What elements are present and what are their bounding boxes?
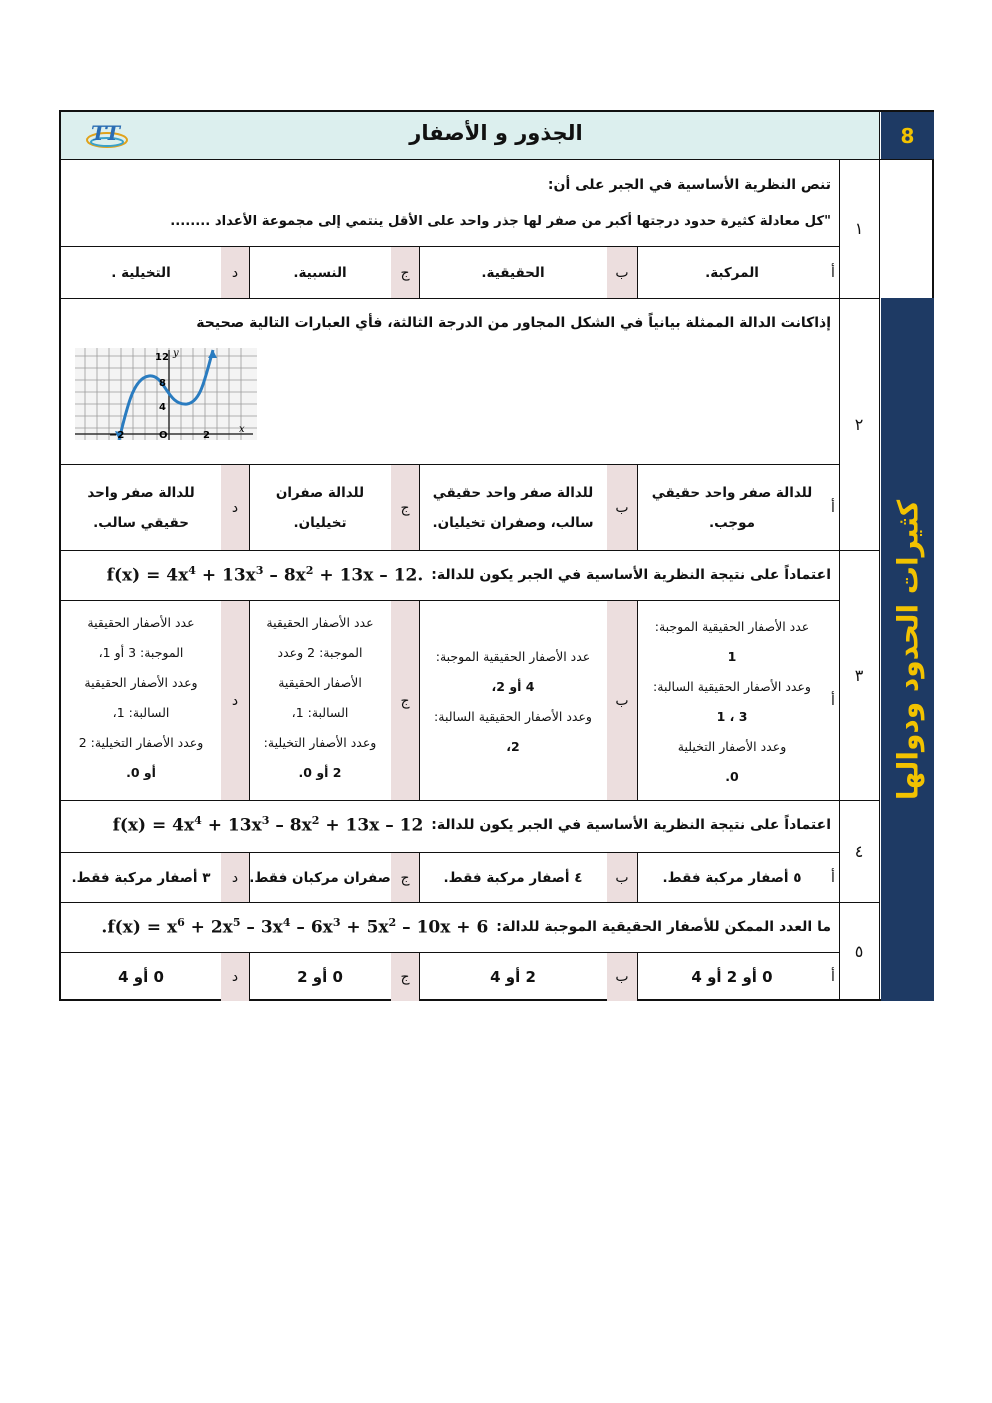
q1-option-b[interactable]: الحقيقية. bbox=[481, 264, 545, 281]
q3-letter-b: ب bbox=[607, 601, 637, 800]
logo-text: TT bbox=[91, 121, 121, 145]
question-4-stem-row bbox=[69, 810, 831, 840]
svg-text:4: 4 bbox=[159, 402, 166, 413]
logo-icon bbox=[83, 118, 131, 154]
q3-option-c[interactable]: عدد الأصفار الحقيقية الموجبة: 2 وعدد الأصفار الحقيقية السالبة: 1، وعدد الأصفار التخيلية: 2 أو 0. bbox=[263, 615, 377, 780]
svg-text:x: x bbox=[239, 424, 245, 435]
q4-option-d[interactable]: ٣ أصفار مركبة فقط. bbox=[71, 869, 211, 886]
svg-text:2: 2 bbox=[203, 430, 210, 440]
q3-letter-c: ج bbox=[391, 601, 419, 800]
q4-letter-d: د bbox=[221, 853, 249, 902]
svg-text:8: 8 bbox=[159, 378, 166, 389]
q4-option-c[interactable]: صفران مركبان فقط. bbox=[249, 869, 391, 886]
q2-letter-c: ج bbox=[391, 465, 419, 550]
question-number-5: ٥ bbox=[854, 942, 864, 961]
q5-option-a[interactable]: 0 أو 2 أو 4 bbox=[691, 968, 773, 986]
q5-letter-a: أ bbox=[831, 969, 835, 985]
q1-letter-a: أ bbox=[831, 264, 835, 281]
question-4-stem: اعتماداً على نتيجة النظرية الأساسية في الجبر يكون للدالة: bbox=[431, 817, 831, 833]
q5-letter-d: د bbox=[221, 953, 249, 1001]
question-number-1: ١ bbox=[854, 219, 864, 238]
q2-option-d[interactable]: للدالة صفر واحد حقيقي سالب. bbox=[87, 484, 195, 531]
q2-letter-a: أ bbox=[831, 499, 835, 516]
lesson-title: الجذور و الأصفار bbox=[409, 121, 583, 145]
question-5-formula: $.f(x) = x^6 + 2x^5 - 3x^4 - 6x^3 + 5x^2 - 10x + 6$ bbox=[101, 916, 489, 938]
lesson-header bbox=[61, 112, 879, 159]
question-1-stem-line1: تنص النظرية الأساسية في الجبر على أن: bbox=[547, 177, 831, 193]
svg-text:y: y bbox=[173, 348, 179, 359]
q1-letter-b: ب bbox=[607, 247, 637, 298]
q4-letter-b: ب bbox=[607, 853, 637, 902]
unit-side-banner bbox=[881, 298, 934, 1001]
svg-text:−2: −2 bbox=[109, 430, 125, 440]
question-4-formula: $f(x) = 4x^4 + 13x^3 - 8x^2 + 13x - 12$ bbox=[112, 814, 424, 836]
q3-option-a[interactable]: عدد الأصفار الحقيقية الموجبة: 1 وعدد الأصفار الحقيقية السالبة: 3 ، 1 وعدد الأصفار التخيلية 0. bbox=[653, 619, 811, 784]
q5-option-c[interactable]: 0 أو 2 bbox=[297, 968, 343, 986]
svg-text:12: 12 bbox=[155, 352, 169, 363]
q5-letter-c: ج bbox=[391, 953, 419, 1001]
question-5-stem: ما العدد الممكن للأصفار الحقيقية الموجبة للدالة: bbox=[496, 919, 831, 935]
q1-letter-c: ج bbox=[391, 247, 419, 298]
q5-option-d[interactable]: 0 أو 4 bbox=[118, 968, 164, 986]
unit-number: 8 bbox=[881, 112, 934, 159]
q2-option-b[interactable]: للدالة صفر واحد حقيقي سالب، وصفران تخيليان. bbox=[432, 484, 594, 531]
q1-option-d[interactable]: التخيلية . bbox=[111, 264, 171, 281]
q1-option-a[interactable]: المركبة. bbox=[705, 264, 759, 281]
question-1-stem-line2: "كل معادلة كثيرة حدود درجتها أكبر من صفر لها جذر واحد على الأقل ينتمي إلى مجموعة الأعداد ........ bbox=[170, 214, 831, 229]
cubic-graph bbox=[75, 348, 257, 440]
q1-letter-d: د bbox=[221, 247, 249, 298]
q2-option-c[interactable]: للدالة صفران تخيليان. bbox=[275, 484, 365, 531]
question-3-stem-row bbox=[69, 560, 831, 590]
q4-option-b[interactable]: ٤ أصفار مركبة فقط. bbox=[443, 869, 583, 886]
q2-letter-b: ب bbox=[607, 465, 637, 550]
question-number-3: ٣ bbox=[854, 665, 864, 685]
q5-letter-b: ب bbox=[607, 953, 637, 1001]
q4-letter-c: ج bbox=[391, 853, 419, 902]
unit-title: كثيرات الحدود ودوالها bbox=[891, 499, 924, 800]
worksheet-table bbox=[59, 110, 934, 1001]
q5-option-b[interactable]: 2 أو 4 bbox=[490, 968, 536, 986]
question-2-stem: إذاكانت الدالة الممثلة بيانياً في الشكل المجاور من الدرجة الثالثة، فأي العبارات التالية صحيحة bbox=[196, 315, 831, 331]
question-number-4: ٤ bbox=[854, 841, 864, 861]
question-3-stem: اعتماداً على نتيجة النظرية الأساسية في الجبر يكون للدالة: bbox=[431, 567, 831, 583]
q4-letter-a: أ bbox=[831, 869, 835, 886]
q3-letter-a: أ bbox=[831, 692, 835, 709]
q2-letter-d: د bbox=[221, 465, 249, 550]
q1-option-c[interactable]: النسبية. bbox=[293, 264, 347, 281]
question-3-formula: $f(x) = 4x^4 + 13x^3 - 8x^2 + 13x - 12$. bbox=[106, 564, 424, 586]
question-number-2: ٢ bbox=[854, 414, 864, 434]
question-5-stem-row bbox=[69, 912, 831, 942]
q3-option-d[interactable]: عدد الأصفار الحقيقية الموجبة: 3 أو 1، وعدد الأصفار الحقيقية السالبة: 1، وعدد الأصفار التخيلية: 2 أو 0. bbox=[78, 615, 204, 780]
q4-option-a[interactable]: ٥ أصفار مركبة فقط. bbox=[662, 869, 802, 886]
q2-option-a[interactable]: للدالة صفر واحد حقيقي موجب. bbox=[651, 484, 813, 531]
q3-letter-d: د bbox=[221, 601, 249, 800]
q3-option-b[interactable]: عدد الأصفار الحقيقية الموجبة: 4 أو 2، وعدد الأصفار الحقيقية السالبة: 2، bbox=[434, 649, 592, 754]
svg-text:O: O bbox=[159, 430, 168, 440]
